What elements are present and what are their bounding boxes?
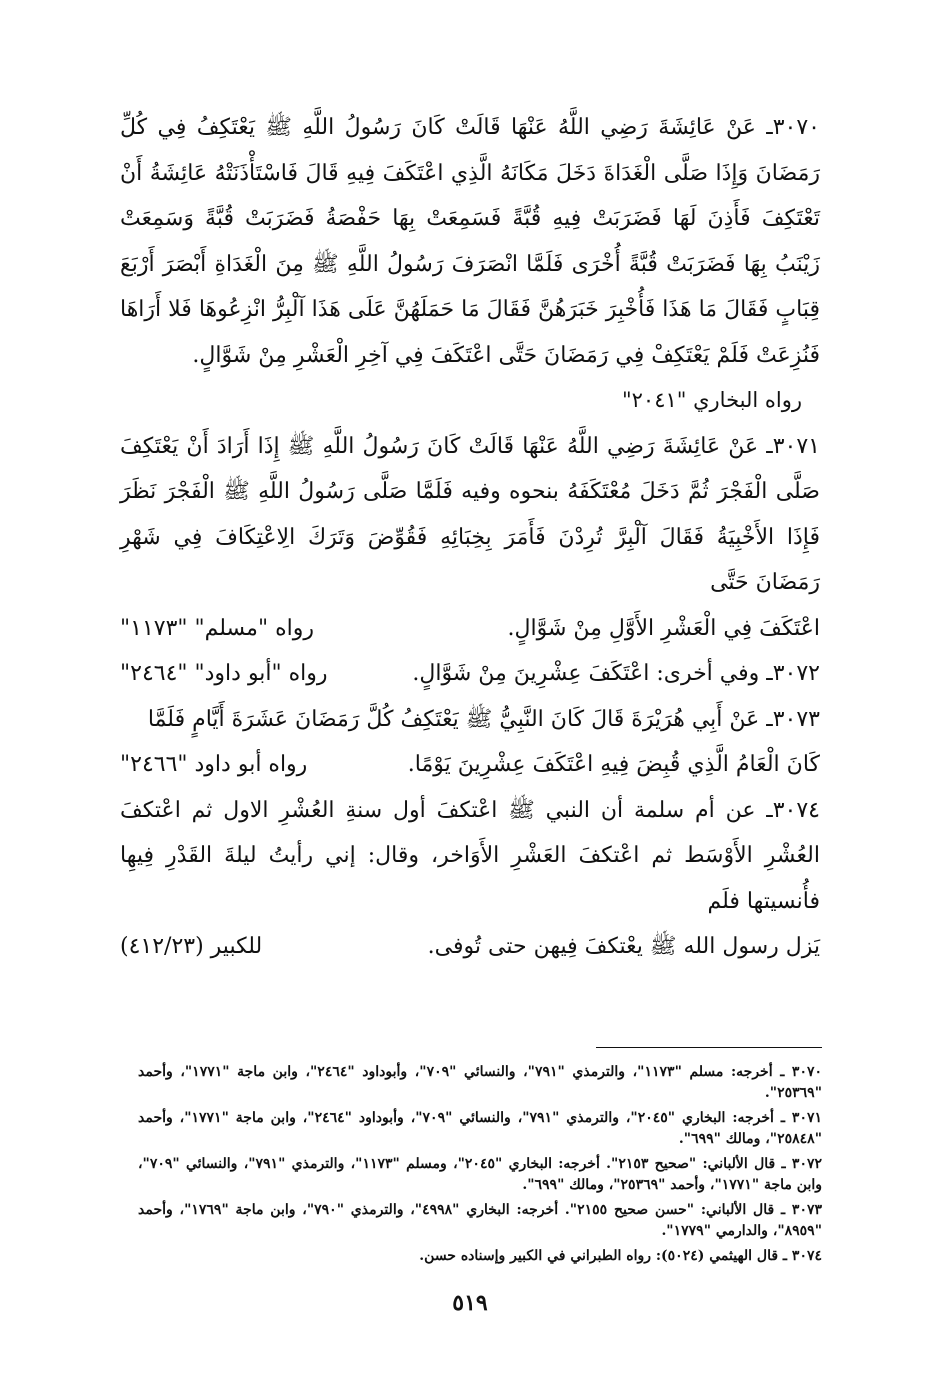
footnotes [138, 1062, 822, 1271]
hadith-text: وفي أخرى: اعْتَكَفَ عِشْرِينَ مِنْ شَوَّالٍ. [412, 661, 760, 686]
hadith-number: ٣٠٧٠ [772, 115, 820, 140]
hadith-source: رواه "أبو داود" "٢٤٦٤" [120, 661, 328, 686]
hadith-source: رواه "مسلم" "١١٧٣" [120, 615, 314, 641]
hadith-text-end: يَزل رسول الله ﷺ يعْتكفَ فِيهن حتى تُوفى. [427, 934, 820, 959]
footnote-3072: ٣٠٧٢ ـ قال الألباني: "صحيح ٢١٥٣". أخرجه: البخاري "٢٠٤٥"، ومسلم "١١٧٣"، والترمذي "٧٩١"، والنسائي "٧٠٩"، وابن ماجة "١٧٧١"، وأحمد "٢٥٣٦٩"، ومالك "٦٩٩". [138, 1156, 822, 1193]
footnote-number: ٣٠٧٢ [791, 1156, 822, 1172]
footnote-3070: ٣٠٧٠ ـ أخرجه: مسلم "١١٧٣"، والترمذي "٧٩١"، والنسائي "٧٠٩"، وأبوداود "٢٤٦٤"، وابن ماجة "١٧٧١"، وأحمد "٢٥٣٦٩". [138, 1064, 822, 1101]
footnote-number: ٣٠٧٤ [791, 1248, 822, 1264]
hadith-3070: ٣٠٧٠ـ عَنْ عَائِشَةَ رَضِي اللَّهُ عَنْهَا قَالَتْ كَانَ رَسُولُ اللَّهِ ﷺ يَعْتَكِفُ فِي كُلِّ رَمَضَانَ وَإِذَا صَلَّى الْغَدَاةَ دَخَلَ مَكَانَهُ الَّذِي اعْتَكَفَ فِيهِ قَالَ فَاسْتَأْذَنَتْهُ عَائِشَةُ أَنْ تَعْتَكِفَ فَأَذِنَ لَهَا فَضَرَبَتْ فِيهِ قُبَّةً فَسَمِعَتْ بِهَا حَفْصَةُ فَضَرَبَتْ قُبَّةً وَسَمِعَتْ زَيْنَبُ بِهَا فَضَرَبَتْ قُبَّةً أُخْرَى فَلَمَّا انْصَرَفَ رَسُولُ اللَّهِ ﷺ مِنَ الْغَدَاةِ أَبْصَرَ أَرْبَعَ قِبَابٍ فَقَالَ مَا هَذَا فَأُخْبِرَ خَبَرَهُنَّ فَقَالَ مَا حَمَلَهُنَّ عَلَى هَذَا آلْبِرُّ انْزِعُوهَا فَلا أَرَاهَا فَنُزِعَتْ فَلَمْ يَعْتَكِفْ فِي رَمَضَانَ حَتَّى اعْتَكَفَ فِي آخِرِ الْعَشْرِ مِنْ شَوَّالٍ. [120, 115, 820, 368]
hadith-source: رواه أبو داود "٢٤٦٦" [120, 752, 308, 777]
page-number: ٥١٩ [452, 1290, 488, 1316]
hadith-text: عَنْ عَائِشَةَ رَضِي اللَّهُ عَنْهَا قَالَتْ كَانَ رَسُولُ اللَّهِ ﷺ يَعْتَكِفُ فِي كُلِّ رَمَضَانَ وَإِذَا صَلَّى الْغَدَاةَ دَخَلَ مَكَانَهُ الَّذِي اعْتَكَفَ فِيهِ قَالَ فَاسْتَأْذَنَتْهُ عَائِشَةُ أَنْ تَعْتَكِفَ فَأَذِنَ لَهَا فَضَرَبَتْ فِيهِ قُبَّةً فَسَمِعَتْ بِهَا حَفْصَةُ فَضَرَبَتْ قُبَّةً وَسَمِعَتْ زَيْنَبُ بِهَا فَضَرَبَتْ قُبَّةً أُخْرَى فَلَمَّا انْصَرَفَ رَسُولُ اللَّهِ ﷺ مِنَ الْغَدَاةِ أَبْصَرَ أَرْبَعَ قِبَابٍ فَقَالَ مَا هَذَا فَأُخْبِرَ خَبَرَهُنَّ فَقَالَ مَا حَمَلَهُنَّ عَلَى هَذَا آلْبِرُّ انْزِعُوهَا فَلا أَرَاهَا فَنُزِعَتْ فَلَمْ يَعْتَكِفْ فِي رَمَضَانَ حَتَّى اعْتَكَفَ فِي آخِرِ الْعَشْرِ مِنْ شَوَّالٍ. [120, 115, 820, 368]
footnote-text: قال الهيثمي (٥٠٢٤): رواه الطبراني في الكبير وإسناده حسن. [419, 1248, 779, 1264]
hadith-3073: ٣٠٧٣ـ عَنْ أَبِي هُرَيْرَةَ قَالَ كَانَ النَّبِيُّ ﷺ يَعْتَكِفُ كُلَّ رَمَضَانَ عَشَرَةَ أَيَّامٍ فَلَمَّا [147, 706, 820, 732]
footnote-number: ٣٠٧١ [791, 1110, 822, 1126]
hadith-number: ٣٠٧٢ [772, 661, 820, 686]
footnote-divider [596, 1047, 822, 1048]
footnote-3074: ٣٠٧٤ ـ قال الهيثمي (٥٠٢٤): رواه الطبراني في الكبير وإسناده حسن. [419, 1248, 822, 1264]
footnote-text: أخرجه: مسلم "١١٧٣"، والترمذي "٧٩١"، والنسائي "٧٠٩"، وأبوداود "٢٤٦٤"، وابن ماجة "١٧٧١"، وأحمد "٢٥٣٦٩". [138, 1064, 822, 1101]
hadith-text: عَنْ أَبِي هُرَيْرَةَ قَالَ كَانَ النَّبِيُّ ﷺ يَعْتَكِفُ كُلَّ رَمَضَانَ عَشَرَةَ أَيَّامٍ فَلَمَّا [147, 706, 760, 732]
hadith-body [120, 105, 820, 970]
footnote-text: أخرجه: البخاري "٢٠٤٥"، والترمذي "٧٩١"، والنسائي "٧٠٩"، وأبوداود "٢٤٦٤"، وابن ماجة "١٧٧١"، وأحمد "٢٥٨٤٨"، ومالك "٦٩٩". [138, 1110, 822, 1147]
footnote-number: ٣٠٧٠ [791, 1064, 822, 1080]
hadith-source: للكبير (٤١٢/٢٣) [120, 934, 263, 959]
hadith-text: عن أم سلمة أن النبي ﷺ اعْتكفَ أول سنةِ العُشْرِ الاول ثم اعْتكفَ العُشْرِ الأَوْسَط ثم اعْتكفَ العَشْرِ الأَوَاخر، وقال: إني رأيتُ ليلةَ القَدْرِ فِيهِا فأُنسيتها فلَم [120, 797, 820, 914]
hadith-closing-line [120, 606, 820, 652]
footnote-text: قال الألباني: "حسن صحيح ٢١٥٥". أخرجه: البخاري "٤٩٩٨"، والترمذي "٧٩٠"، وابن ماجة "١٧٦٩"، وأحمد "٨٩٥٩"، والدارمي "١٧٧٩". [138, 1202, 822, 1239]
footnote-3073: ٣٠٧٣ ـ قال الألباني: "حسن صحيح ٢١٥٥". أخرجه: البخاري "٤٩٩٨"، والترمذي "٧٩٠"، وابن ماجة "١٧٦٩"، وأحمد "٨٩٥٩"، والدارمي "١٧٧٩". [138, 1202, 822, 1239]
hadith-closing-line [120, 924, 820, 970]
hadith-number: ٣٠٧٤ [772, 797, 820, 823]
hadith-number: ٣٠٧٣ [772, 706, 820, 732]
hadith-3071: ٣٠٧١ـ عَنْ عَائِشَةَ رَضِي اللَّهُ عَنْهَا قَالَتْ كَانَ رَسُولُ اللَّهِ ﷺ إِذَا أَرَادَ أَنْ يَعْتَكِفَ صَلَّى الْفَجْرَ ثُمَّ دَخَلَ مُعْتَكَفَهُ بنحوه وفيه فَلَمَّا صَلَّى رَسُولُ اللَّهِ ﷺ الْفَجْرَ نَظَرَ فَإِذَا الأَخْبِيَةُ فَقَالَ آلْبِرَّ تُرِدْنَ فَأَمَرَ بِخِبَائِهِ فَقُوِّضَ وَتَرَكَ الِاعْتِكَافَ فِي شَهْرِ رَمَضَانَ حَتَّى [120, 433, 820, 595]
hadith-3074: ٣٠٧٤ـ عن أم سلمة أن النبي ﷺ اعْتكفَ أول سنةِ العُشْرِ الاول ثم اعْتكفَ العُشْرِ الأَوْسَط ثم اعْتكفَ العَشْرِ الأَوَاخر، وقال: إني رأيتُ ليلةَ القَدْرِ فِيهِا فأُنسيتها فلَم [120, 797, 820, 914]
hadith-3072: ٣٠٧٢ـ وفي أخرى: اعْتَكَفَ عِشْرِينَ مِنْ شَوَّالٍ. رواه "أبو داود" "٢٤٦٤" [120, 651, 820, 697]
footnote-number: ٣٠٧٣ [791, 1202, 822, 1218]
hadith-number: ٣٠٧١ [772, 433, 820, 459]
hadith-text: عَنْ عَائِشَةَ رَضِي اللَّهُ عَنْهَا قَالَتْ كَانَ رَسُولُ اللَّهِ ﷺ إِذَا أَرَادَ أَنْ يَعْتَكِفَ صَلَّى الْفَجْرَ ثُمَّ دَخَلَ مُعْتَكَفَهُ بنحوه وفيه فَلَمَّا صَلَّى رَسُولُ اللَّهِ ﷺ الْفَجْرَ نَظَرَ فَإِذَا الأَخْبِيَةُ فَقَالَ آلْبِرَّ تُرِدْنَ فَأَمَرَ بِخِبَائِهِ فَقُوِّضَ وَتَرَكَ الِاعْتِكَافَ فِي شَهْرِ رَمَضَانَ حَتَّى [120, 433, 820, 595]
hadith-text-end: اعْتَكَفَ فِي الْعَشْرِ الأَوَّلِ مِنْ شَوَّالٍ. [507, 615, 820, 641]
hadith-source: رواه البخاري "٢٠٤١" [621, 388, 802, 412]
hadith-text-end: كَانَ الْعَامُ الَّذِي قُبِضَ فِيهِ اعْتَكَفَ عِشْرِينَ يَوْمًا. [407, 752, 820, 777]
hadith-closing-line [120, 742, 820, 788]
footnote-text: قال الألباني: "صحيح ٢١٥٣". أخرجه: البخاري "٢٠٤٥"، ومسلم "١١٧٣"، والترمذي "٧٩١"، والنسائي "٧٠٩"، وابن ماجة "١٧٧١"، وأحمد "٢٥٣٦٩"، ومالك "٦٩٩". [138, 1156, 822, 1193]
footnote-3071: ٣٠٧١ ـ أخرجه: البخاري "٢٠٤٥"، والترمذي "٧٩١"، والنسائي "٧٠٩"، وأبوداود "٢٤٦٤"، وابن ماجة "١٧٧١"، وأحمد "٢٥٨٤٨"، ومالك "٦٩٩". [138, 1110, 822, 1147]
